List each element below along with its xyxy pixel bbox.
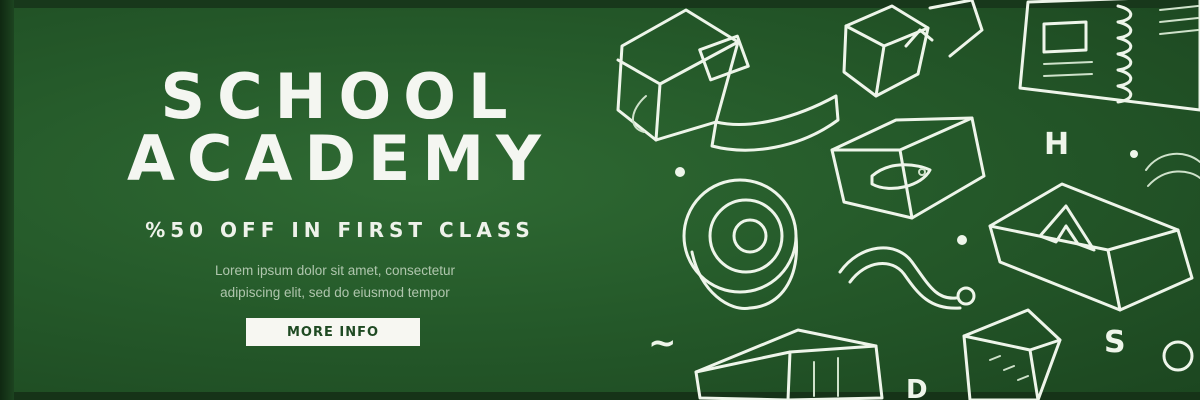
eraser-doodle-icon bbox=[696, 330, 882, 400]
letter-h-doodle: H bbox=[1044, 127, 1070, 162]
backpack-doodle-icon bbox=[618, 10, 838, 150]
ruler-doodle-icon bbox=[964, 310, 1060, 400]
title-line-2: ACADEMY bbox=[127, 122, 553, 195]
blocks-doodle-icon bbox=[844, 0, 982, 96]
wave-doodle-icon bbox=[1146, 154, 1200, 170]
letter-d-doodle: D bbox=[906, 375, 928, 400]
chalk-dot bbox=[675, 167, 685, 177]
letter-s-doodle: S bbox=[1104, 325, 1126, 360]
at-symbol-doodle-icon bbox=[684, 180, 797, 309]
notebook-doodle-icon bbox=[1020, 0, 1200, 110]
circle-doodle-icon bbox=[1164, 342, 1192, 370]
chalk-dot bbox=[1130, 150, 1138, 158]
letter-a-block-doodle-icon bbox=[990, 184, 1192, 310]
description-line-1: Lorem ipsum dolor sit amet, consectetur bbox=[214, 263, 456, 278]
more-info-button[interactable]: MORE INFO bbox=[246, 318, 420, 346]
sharpener-doodle-icon bbox=[832, 118, 984, 218]
board-frame-left bbox=[0, 0, 14, 400]
squiggle-doodle-icon bbox=[840, 248, 974, 308]
wave-doodle-icon-2 bbox=[1148, 171, 1200, 186]
chalk-doodles bbox=[600, 0, 1200, 400]
description bbox=[80, 260, 590, 304]
description-line-2: adipiscing elit, sed do eiusmod tempor bbox=[220, 285, 450, 300]
tilde-doodle: ~ bbox=[648, 323, 677, 363]
chalk-dot bbox=[957, 235, 967, 245]
title-line-1: SCHOOL bbox=[160, 60, 520, 133]
offer-text: %50 OFF IN FIRST CLASS bbox=[145, 218, 535, 242]
